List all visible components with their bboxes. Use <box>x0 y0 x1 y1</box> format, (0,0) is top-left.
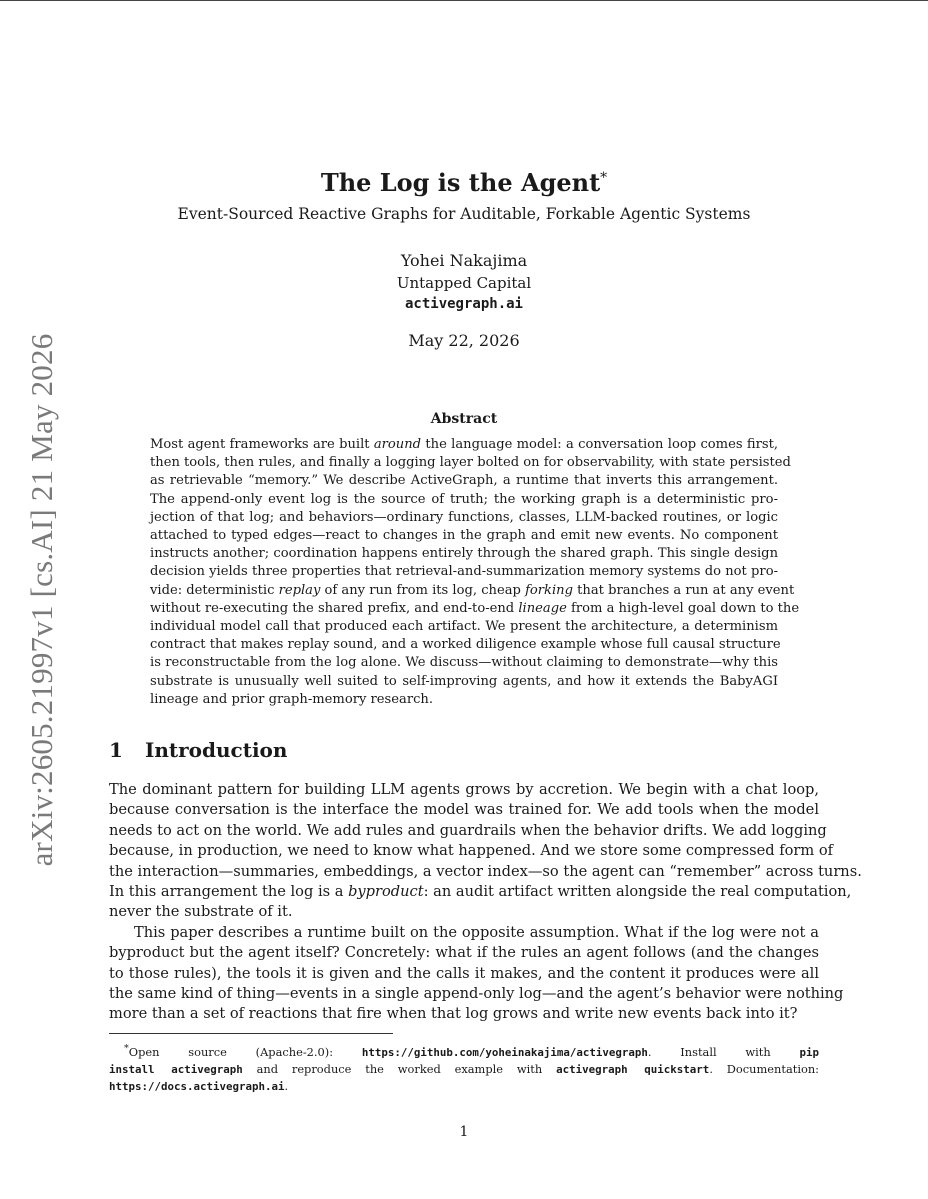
text-line: jection of that log; and behaviors—ordinary functions, classes, LLM-backed routines, or logic <box>150 509 778 525</box>
arxiv-identifier: arXiv:2605.21997v1 [cs.AI] 21 May 2026 <box>24 333 59 867</box>
text-line: *Open source (Apache-2.0): https://github.com/yoheinakajima/activegraph. Install with pip <box>124 1043 819 1059</box>
emphasis: replay <box>278 582 321 598</box>
text-line: is reconstructable from the log alone. We discuss—without claiming to demonstrate—why this <box>150 655 778 671</box>
page-number: 1 <box>459 1124 469 1140</box>
text-line: lineage and prior graph-memory research. <box>150 691 434 707</box>
emphasis: lineage <box>518 600 567 616</box>
author-website: activegraph.ai <box>404 296 523 312</box>
text-line: substrate is unusually well suited to self-improving agents, and how it extends the BabyAGI <box>150 673 778 689</box>
text-line: The append-only event log is the source of truth; the working graph is a deterministic pro- <box>150 491 778 507</box>
paper-subtitle: Event-Sourced Reactive Graphs for Auditable, Forkable Agentic Systems <box>177 205 751 223</box>
code-text: install activegraph <box>109 1062 243 1076</box>
text-line: This paper describes a runtime built on the opposite assumption. What if the log were not a <box>134 923 819 941</box>
abstract-body <box>150 436 800 709</box>
section-title: Introduction <box>145 738 288 762</box>
footnote <box>109 1040 819 1095</box>
author-affiliation: Untapped Capital <box>396 274 532 292</box>
section-number: 1 <box>109 738 123 762</box>
code-text: pip <box>799 1045 819 1059</box>
text-line: then tools, then rules, and finally a logging layer bolted on for observability, with state persisted <box>150 455 791 471</box>
text-line: because conversation is the interface the model was trained for. We add tools when the model <box>109 801 819 819</box>
text-line: to those rules), the tools it is given and the calls it makes, and the content it produces were all <box>109 964 819 982</box>
author-name: Yohei Nakajima <box>400 251 528 270</box>
code-text: https://github.com/yoheinakajima/activegraph <box>361 1045 648 1059</box>
footnote-rule <box>109 1033 393 1034</box>
text-line: contract that makes replay sound, and a worked diligence example whose full causal structure <box>150 637 781 653</box>
footnote-mark: * <box>124 1043 129 1054</box>
text-line: attached to typed edges—react to changes in the graph and emit new events. No component <box>150 528 778 544</box>
code-text: activegraph quickstart <box>556 1062 710 1076</box>
title-text: The Log is the Agent <box>320 168 601 197</box>
text-line: more than a set of reactions that fire when that log grows and write new events back into it? <box>109 1005 798 1023</box>
text-line: vide: deterministic replay of any run from its log, cheap forking that branches a run at any event <box>150 582 795 598</box>
text-line: needs to act on the world. We add rules and guardrails when the behavior drifts. We add logging <box>109 821 827 839</box>
top-rule <box>0 0 928 1</box>
paper-title <box>0 168 928 197</box>
emphasis: byproduct <box>348 883 424 901</box>
title-footnote-mark: * <box>600 170 608 186</box>
text-line: never the substrate of it. <box>109 903 293 921</box>
text-line: decision yields three properties that retrieval-and-summarization memory systems do not pro- <box>150 564 778 580</box>
emphasis: forking <box>525 582 573 598</box>
text-line: the interaction—summaries, embeddings, a vector index—so the agent can “remember” across turns. <box>109 862 862 880</box>
text-line: install activegraph and reproduce the worked example with activegraph quickstart. Documentation: <box>109 1061 819 1076</box>
code-text: https://docs.activegraph.ai <box>109 1079 285 1093</box>
text-line: the same kind of thing—events in a single append-only log—and the agent’s behavior were nothing <box>109 985 844 1003</box>
text-line: Most agent frameworks are built around the language model: a conversation loop comes first, <box>150 437 778 452</box>
abstract-heading: Abstract <box>430 411 498 427</box>
text-line: The dominant pattern for building LLM agents grows by accretion. We begin with a chat loop, <box>109 781 819 798</box>
section-heading <box>109 738 287 762</box>
text-line: individual model call that produced each artifact. We present the architecture, a determinism <box>150 619 778 635</box>
text-line: In this arrangement the log is a byproduct: an audit artifact written alongside the real computation, <box>109 883 852 901</box>
paper-date: May 22, 2026 <box>408 331 520 350</box>
emphasis: around <box>373 437 422 452</box>
text-line: as retrievable “memory.” We describe ActiveGraph, a runtime that inverts this arrangement. <box>150 473 778 489</box>
introduction-body <box>109 780 862 1025</box>
text-line: instructs another; coordination happens entirely through the shared graph. This single design <box>150 546 778 562</box>
text-line: byproduct but the agent itself? Concretely: what if the rules an agent follows (and the changes <box>109 944 819 962</box>
text-line: without re-executing the shared prefix, and end-to-end lineage from a high-level goal down to the <box>150 600 800 616</box>
text-line: because, in production, we need to know what happened. And we store some compressed form of <box>109 842 834 860</box>
text-line: https://docs.activegraph.ai. <box>109 1078 289 1093</box>
